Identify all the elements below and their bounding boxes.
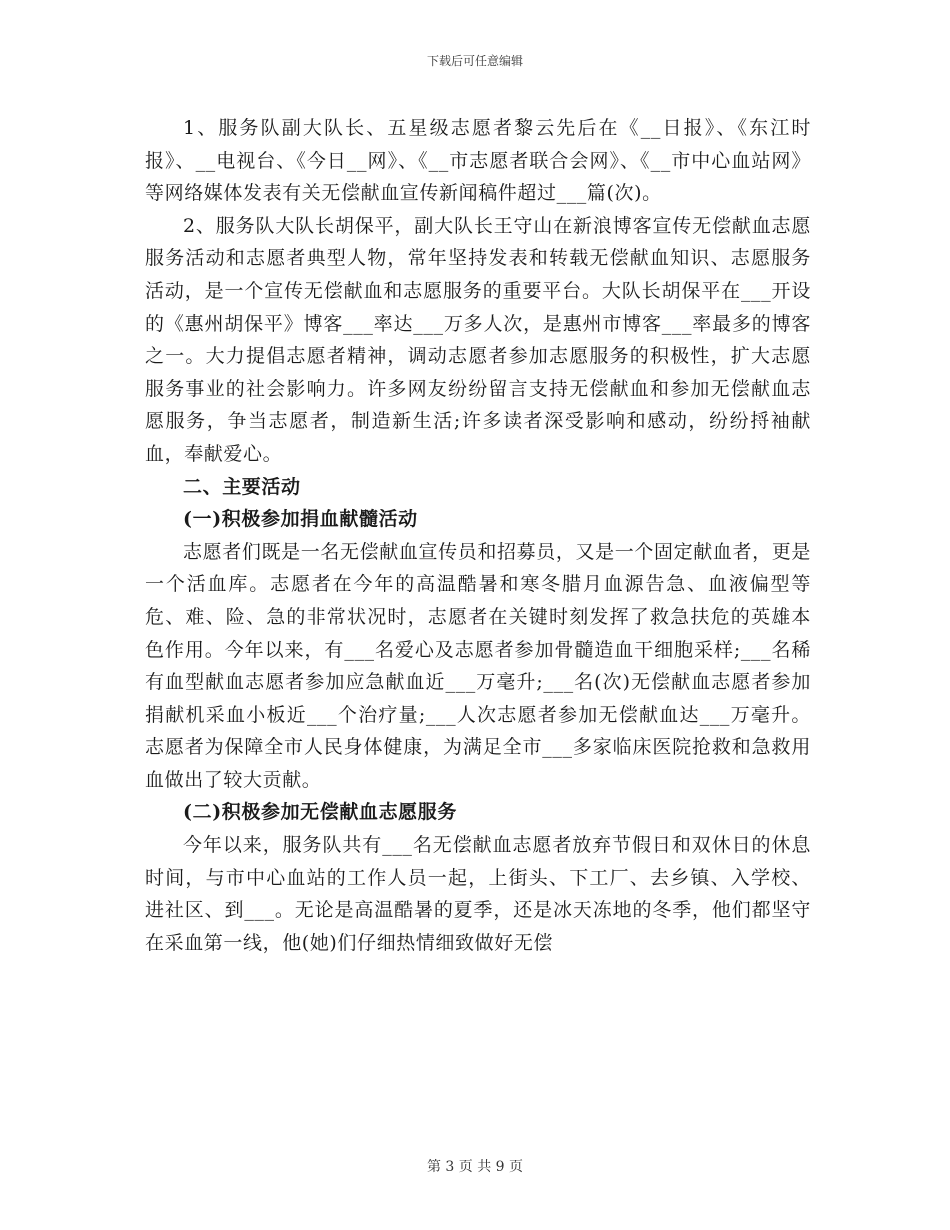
paragraph-3: 志愿者们既是一名无偿献血宣传员和招募员，又是一个固定献血者，更是一个活血库。志愿者在今年的高温酷暑和寒冬腊月血源告急、血液偏型等危、难、险、急的非常状况时，志愿者在关键时刻发挥了救急扶危的英雄本色作用。今年以来，有___名爱心及志愿者参加骨髓造血干细胞采样;___名稀有血型献血志愿者参加应急献血近___万毫升;___名(次)无偿献血志愿者参加捐献机采血小板近___个治疗量;___人次志愿者参加无偿献血达___万毫升。志愿者为保障全市人民身体健康，为满足全市___多家临床医院抢救和急救用血做出了较大贡献。 <box>145 540 811 791</box>
page-header-note: 下载后可任意编辑 <box>426 54 523 68</box>
document-body <box>145 112 811 959</box>
paragraph-2: 2、服务队大队长胡保平，副大队长王守山在新浪博客宣传无偿献血志愿服务活动和志愿者典型人物，常年坚持发表和转载无偿献血知识、志愿服务活动，是一个宣传无偿献血和志愿服务的重要平台。大队长胡保平在___开设的《惠州胡保平》博客___率达___万多人次，是惠州市博客___率最多的博客之一。大力提倡志愿者精神，调动志愿者参加志愿服务的积极性，扩大志愿服务事业的社会影响力。许多网友纷纷留言支持无偿献血和参加无偿献血志愿服务，争当志愿者，制造新生活;许多读者深受影响和感动，纷纷捋袖献血，奉献爱心。 <box>145 214 811 465</box>
subheading-volunteer-service: (二)积极参加无偿献血志愿服务 <box>183 801 457 824</box>
section-heading-main-activities: 二、主要活动 <box>183 475 301 498</box>
page-number: 第 3 页 共 9 页 <box>426 1159 524 1175</box>
subheading-blood-marrow-donation: (一)积极参加捐血献髓活动 <box>183 508 418 531</box>
paragraph-1: 1、服务队副大队长、五星级志愿者黎云先后在《__日报》、《东江时报》、__电视台、《今日__网》、《__市志愿者联合会网》、《__市中心血站网》等网络媒体发表有关无偿献血宣传新闻稿件超过___篇(次)。 <box>145 117 811 205</box>
paragraph-4: 今年以来，服务队共有___名无偿献血志愿者放弃节假日和双休日的休息时间，与市中心血站的工作人员一起，上街头、下工厂、去乡镇、入学校、进社区、到___。无论是高温酷暑的夏季，还是冰天冻地的冬季，他们都坚守在采血第一线，他(她)们仔细热情细致做好无偿 <box>145 834 811 954</box>
